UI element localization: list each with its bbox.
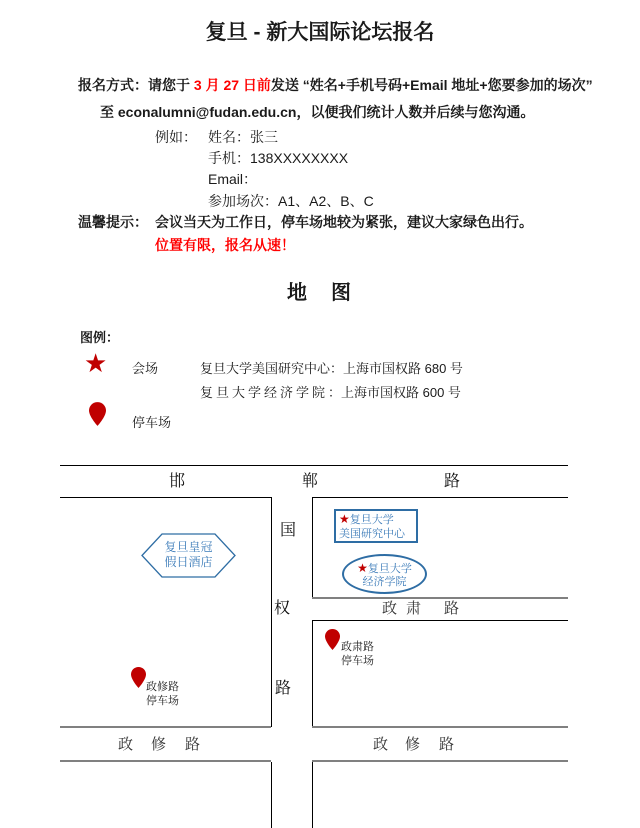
deadline-date: 3 月 27 日前 <box>193 77 271 93</box>
bottom-left-block-edge <box>271 762 272 828</box>
american-center-box <box>334 509 418 543</box>
road-label-zhengsu-2: 肃 <box>406 600 422 617</box>
road-zhengxiu-top-line-right <box>312 726 568 728</box>
venue-star-icon: ★ <box>339 512 350 526</box>
parking-pin-zhengsu-icon <box>325 629 340 650</box>
parking-label-zhengsu-2: 停车场 <box>341 655 374 667</box>
example-phone-line: 手机：138XXXXXXXX <box>208 150 349 166</box>
block-top-left-line <box>60 497 271 498</box>
example-name-line: 姓名：张三 <box>208 129 278 145</box>
deadline-post-text: 发送 “姓名+手机号码+Email 地址+您要参加的场次” <box>270 77 593 93</box>
american-center-line2: 美国研究中心 <box>339 528 405 540</box>
tips-label: 温馨提示： <box>78 214 148 230</box>
legend-venue-address-1: 复旦大学美国研究中心：上海市国权路 680 号 <box>200 361 463 376</box>
tips-urgent-text: 位置有限，报名从速！ <box>155 237 295 253</box>
registration-email-line: 至 econalumni@fudan.edu.cn，以便我们统计人数并后续与您沟通。 <box>100 104 535 120</box>
example-label: 例如： <box>155 129 197 145</box>
registration-method-line <box>78 76 593 95</box>
venue-star-icon: ★ <box>357 561 368 575</box>
econ-school-line1 <box>344 562 425 576</box>
example-sessions-line: 参加场次：A1、A2、B、C <box>208 193 374 209</box>
econ-school-ellipse <box>342 554 427 594</box>
road-handan-top-line <box>60 465 568 466</box>
legend-venue-label: 会场 <box>132 361 159 376</box>
left-block-right-edge <box>271 497 272 727</box>
road-label-zhengxiu-right-1: 政 <box>373 736 389 753</box>
legend-venue-addr-2: ：上海市国权路 600 号 <box>328 385 461 400</box>
legend-parking-label: 停车场 <box>132 415 172 430</box>
tips-text: 会议当天为工作日，停车场地较为紧张，建议大家绿色出行。 <box>155 214 533 230</box>
road-zhengxiu-bottom-line-left <box>60 760 271 762</box>
hotel-label-line1: 复旦皇冠 <box>164 540 213 554</box>
parking-pin-zhengxiu-icon <box>131 667 146 688</box>
road-zhengxiu-bottom-line-right <box>312 760 568 762</box>
road-label-handan-3: 路 <box>444 473 461 490</box>
hotel-label <box>141 540 236 570</box>
road-zhengsu-top-line <box>312 597 568 599</box>
parking-pin-icon <box>89 402 106 426</box>
hotel-label-line2: 假日酒店 <box>164 555 213 569</box>
road-zhengsu-bottom-line <box>312 620 568 621</box>
road-label-zhengsu-3: 路 <box>444 600 460 617</box>
road-label-guoquan-2: 权 <box>274 600 291 617</box>
registration-method-label: 报名方式： <box>78 77 148 93</box>
parking-label-zhengxiu-2: 停车场 <box>146 695 179 707</box>
road-label-zhengxiu-left-2: 修 <box>151 736 167 753</box>
parking-label-zhengxiu-1: 政修路 <box>146 681 179 693</box>
road-label-handan-2: 郸 <box>302 473 319 490</box>
venue-star-icon: ★ <box>84 348 108 378</box>
deadline-pre-text: 请您于 <box>148 77 194 93</box>
road-label-zhengsu-1: 政 <box>382 600 398 617</box>
road-label-zhengxiu-left-1: 政 <box>118 736 134 753</box>
legend-title: 图例： <box>80 330 120 345</box>
example-email-line: Email： <box>208 171 258 187</box>
legend-venue-name-2: 复旦大学经济学院 <box>200 385 329 400</box>
road-label-zhengxiu-right-3: 路 <box>439 736 455 753</box>
road-label-handan-1: 邯 <box>169 473 186 490</box>
road-label-guoquan-3: 路 <box>275 680 292 697</box>
econ-school-name: 复旦大学 <box>367 563 412 575</box>
road-zhengxiu-top-line-left <box>60 726 271 728</box>
right-block-left-edge-upper <box>312 497 313 598</box>
econ-school-line2: 经济学院 <box>362 576 407 588</box>
road-label-zhengxiu-right-2: 修 <box>405 736 421 753</box>
map-heading: 地 图 <box>287 282 353 304</box>
road-label-zhengxiu-left-3: 路 <box>185 736 201 753</box>
block-top-right-line <box>312 497 568 498</box>
american-center-name: 复旦大学 <box>349 514 394 526</box>
bottom-right-block-edge <box>312 762 313 828</box>
legend-venue-address-2 <box>200 384 461 401</box>
parking-label-zhengsu-1: 政肃路 <box>341 641 374 653</box>
road-label-guoquan-1: 国 <box>280 522 297 539</box>
american-center-line1 <box>339 512 416 527</box>
page-title: 复旦 - 新大国际论坛报名 <box>205 21 435 44</box>
right-block-left-edge-middle <box>312 621 313 727</box>
